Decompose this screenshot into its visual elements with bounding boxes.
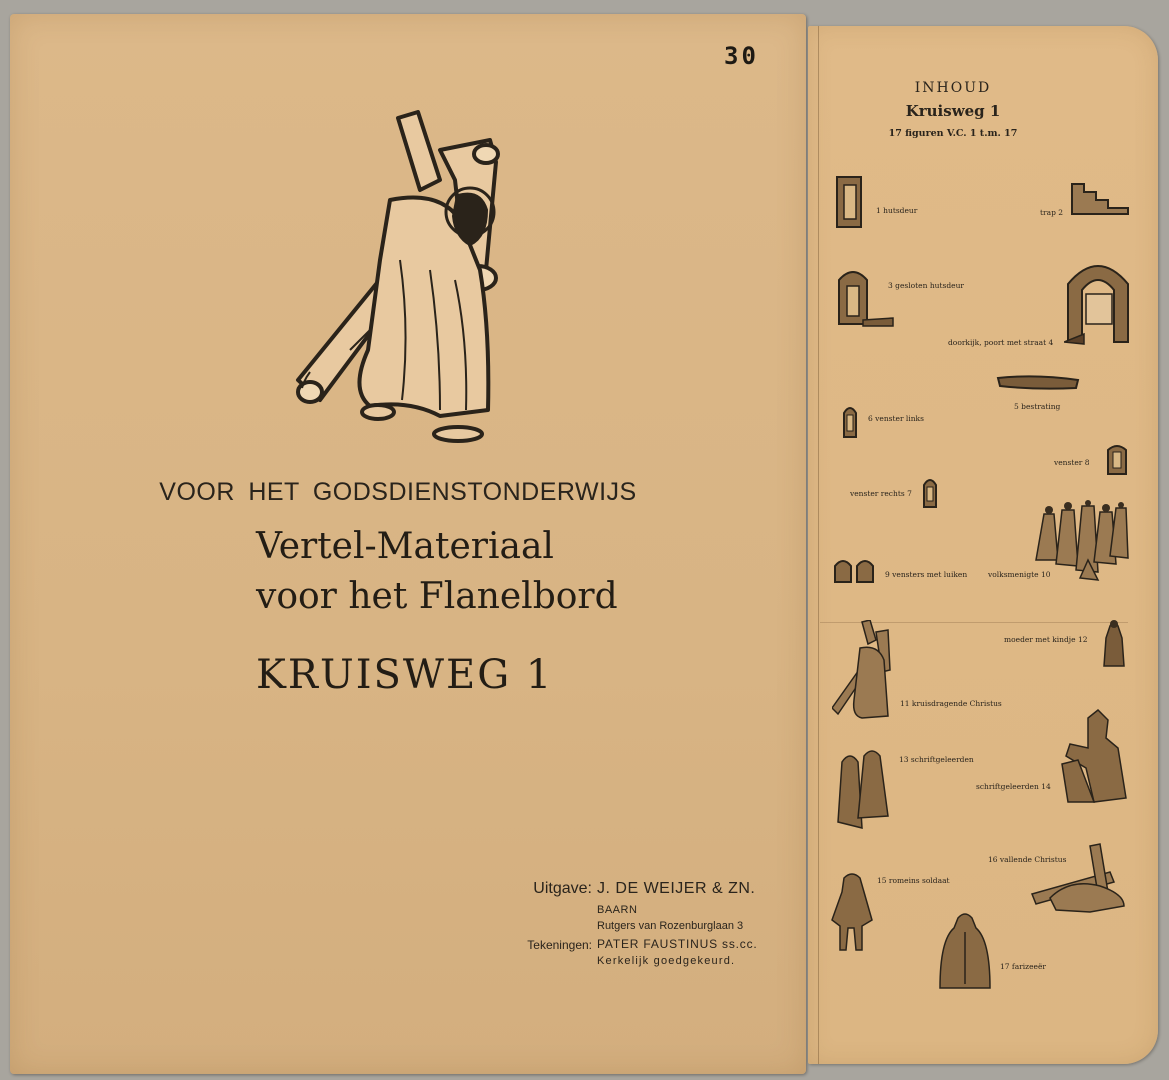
figure-label: volksmenigte 10 (988, 570, 1051, 579)
figure-label: trap 2 (1040, 208, 1064, 217)
window-left-figure-icon (842, 403, 858, 439)
stairs-figure-icon (1070, 180, 1132, 218)
roman-soldier-figure-icon (828, 870, 878, 956)
cover-title-line-2: voor het Flanelbord (256, 576, 618, 617)
shuttered-windows-figure-icon (833, 556, 877, 584)
cross-bearing-christ-illustration (290, 110, 530, 450)
falling-christ-figure-icon (1030, 842, 1128, 916)
figure-label: 3 gesloten hutsdeur (888, 281, 965, 290)
figure-label: 6 venster links (868, 414, 924, 423)
closed-hut-door-figure-icon (835, 262, 895, 328)
artist-name: PATER FAUSTINUS ss.cc. (597, 937, 758, 951)
contents-heading: INHOUD (914, 80, 992, 96)
contents-subtitle: 17 figuren V.C. 1 t.m. 17 (888, 128, 1018, 139)
pavement-figure-icon (996, 372, 1080, 392)
fold-line (818, 26, 819, 1064)
contents-title: Kruisweg 1 (905, 102, 1001, 120)
publisher-address: Rutgers van Rozenburglaan 3 (597, 920, 744, 932)
drawings-label: Tekeningen: (527, 938, 592, 952)
hut-door-figure-icon (835, 175, 865, 231)
figure-label: 16 vallende Christus (988, 855, 1067, 864)
scribes-figure-icon (1058, 708, 1130, 804)
page-number: 30 (724, 42, 759, 70)
crowd-figure-icon (1032, 500, 1130, 582)
pharisee-figure-icon (936, 910, 994, 994)
figure-label: venster rechts 7 (850, 489, 912, 498)
figure-label: venster 8 (1054, 458, 1090, 467)
publisher-city: BAARN (597, 904, 638, 916)
figure-label: 15 romeins soldaat (877, 876, 950, 885)
scribes-group-figure-icon (832, 742, 892, 832)
window-right-figure-icon (922, 475, 938, 509)
figure-label: 17 farizeeër (1000, 962, 1047, 971)
figure-label: schriftgeleerden 14 (976, 782, 1051, 791)
church-approval: Kerkelijk goedgekeurd. (597, 955, 736, 967)
cover-subtitle: VOOR HET GODSDIENSTONDERWIJS (159, 478, 637, 506)
cover-title-line-1: Vertel-Materiaal (256, 526, 554, 567)
mother-with-child-figure-icon (1100, 618, 1128, 668)
figure-label: doorkijk, poort met straat 4 (948, 338, 1054, 347)
cross-bearing-christ-figure-icon (832, 620, 900, 726)
figure-label: 13 schriftgeleerden (899, 755, 974, 764)
publisher-label: Uitgave: (533, 880, 592, 897)
figure-label: 11 kruisdragende Christus (900, 699, 1002, 708)
figure-label: 5 bestrating (1014, 402, 1061, 411)
series-title: KRUISWEG 1 (256, 652, 554, 698)
publisher-name: J. DE WEIJER & ZN. (597, 880, 756, 897)
window-figure-icon (1104, 442, 1130, 476)
figure-label: 1 hutsdeur (876, 206, 918, 215)
figure-label: moeder met kindje 12 (1004, 635, 1088, 644)
gateway-with-street-figure-icon (1064, 254, 1132, 346)
figure-label: 9 vensters met luiken (885, 570, 968, 579)
